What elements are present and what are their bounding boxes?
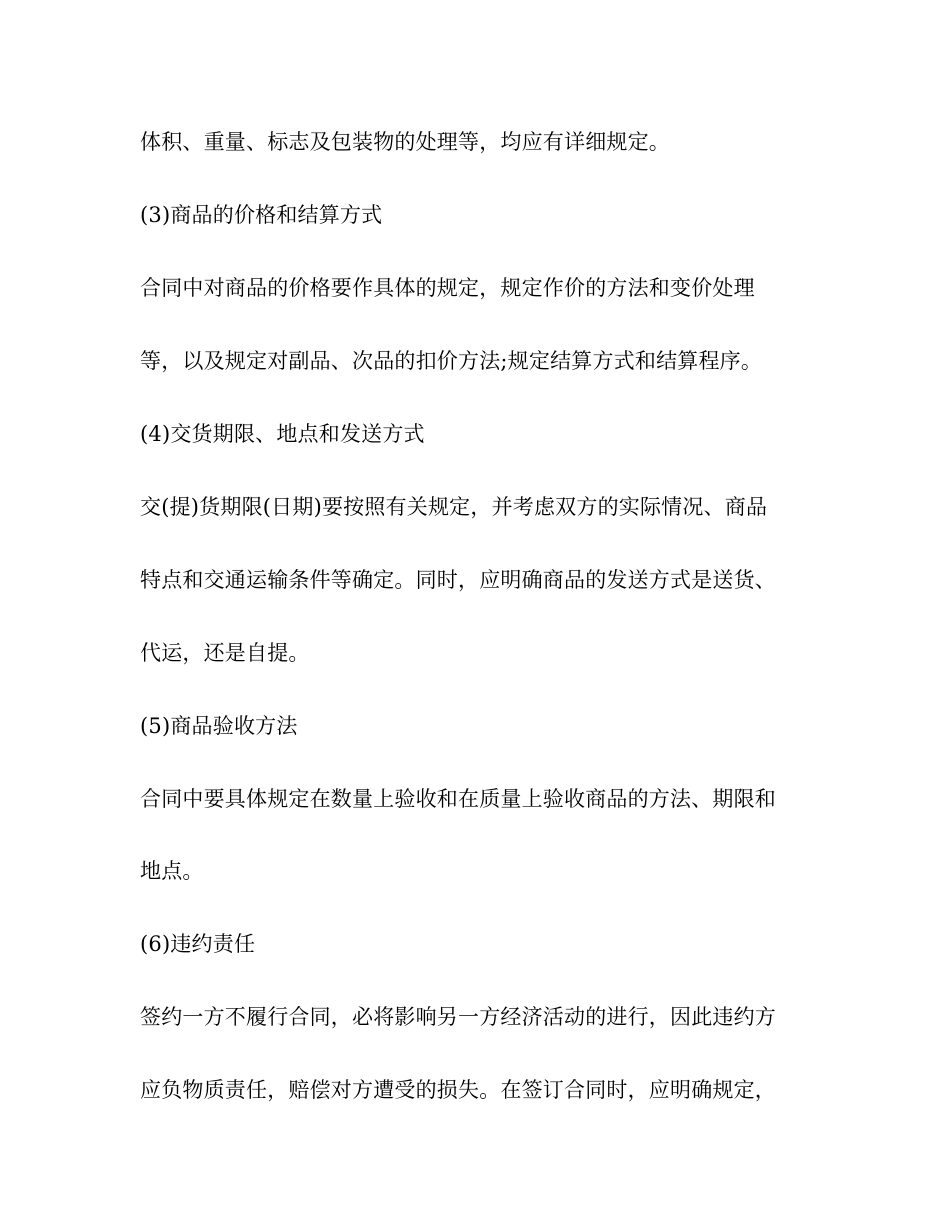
text-line: 地点。 — [140, 859, 204, 883]
text-line: 合同中要具体规定在数量上验收和在质量上验收商品的方法、期限和 — [140, 787, 776, 811]
text-line: 等，以及规定对副品、次品的扣价方法;规定结算方式和结算程序。 — [140, 349, 763, 373]
text-line: 特点和交通运输条件等确定。同时，应明确商品的发送方式是送货、 — [140, 568, 776, 592]
text-line: 合同中对商品的价格要作具体的规定，规定作价的方法和变价处理 — [140, 276, 755, 300]
section-heading: (5)商品验收方法 — [140, 714, 298, 738]
section-heading: (3)商品的价格和结算方式 — [140, 203, 383, 227]
text-line: 交(提)货期限(日期)要按照有关规定，并考虑双方的实际情况、商品 — [140, 495, 768, 519]
text-line: 代运，还是自提。 — [140, 641, 310, 665]
section-heading: (6)违约责任 — [140, 932, 256, 956]
text-line: 签约一方不履行合同，必将影响另一方经济活动的进行，因此违约方 — [140, 1005, 776, 1029]
section-heading: (4)交货期限、地点和发送方式 — [140, 422, 425, 446]
text-line: 体积、重量、标志及包装物的处理等，均应有详细规定。 — [140, 130, 670, 154]
text-line: 应负物质责任，赔偿对方遭受的损失。在签订合同时，应明确规定， — [140, 1078, 776, 1102]
